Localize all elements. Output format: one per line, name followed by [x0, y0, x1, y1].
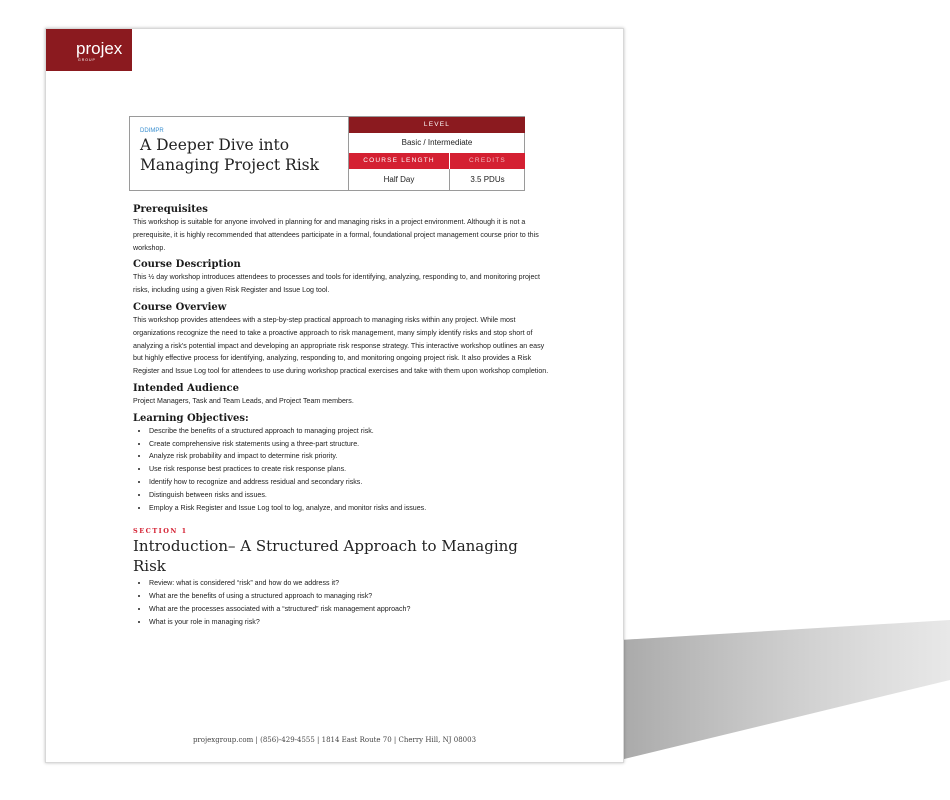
logo-wordmark: projex — [76, 39, 123, 58]
list-item: • What are the benefits of using a structured approach to managing risk? — [149, 590, 553, 603]
course-description-heading: Course Description — [133, 259, 241, 271]
credits-value: 3.5 PDUs — [449, 169, 525, 190]
list-item: • Distinguish between risks and issues. — [149, 489, 553, 502]
course-overview-heading: Course Overview — [133, 301, 227, 313]
logo-subtext: GROUP — [78, 58, 96, 62]
list-item: • What are the processes associated with a “structured” risk management approach? — [149, 603, 553, 616]
prerequisites-heading: Prerequisites — [133, 204, 208, 215]
section-title: Introduction– A Structured Approach to Managing Risk — [133, 537, 518, 576]
projex-logo — [46, 29, 132, 71]
list-item: • Employ a Risk Register and Issue Log tool to log, analyze, and monitor risks and issues. — [149, 502, 553, 515]
course-length-value: Half Day — [383, 175, 415, 184]
level-label: LEVEL — [349, 117, 525, 133]
list-item: • Use risk response best practices to create risk response plans. — [149, 463, 553, 476]
level-value: Basic / Intermediate — [401, 138, 473, 147]
learning-objectives-heading: Learning Objectives: — [133, 412, 249, 424]
section-topics-list — [133, 577, 553, 628]
learning-objectives-list — [133, 425, 553, 515]
list-item: • Describe the benefits of a structured approach to managing project risk. — [149, 425, 553, 438]
page-shadow — [600, 620, 950, 770]
course-title: A Deeper Dive into Managing Project Risk — [140, 136, 320, 174]
course-overview-text: This workshop provides attendees with a step-by-step practical approach to managing risks within any project. While most organizations recognize the need to take a proactive approach to risk management, many simply identify risks and stop short of analyzing a risk's potential impact and developing an appropriate risk response strategy. This interactive workshop outlines an easy but highly effective process for identifying, analyzing, responding to, and monitoring ongoing project risk. It also provides a Risk Register and Issue Log tool for attendees to use during workshop practical exercises and take with them upon workshop completion. — [133, 315, 549, 376]
list-item: • Analyze risk probability and impact to determine risk priority. — [149, 450, 553, 463]
prerequisites-text: This workshop is suitable for anyone involved in planning for and managing risks in a project environment. Although it is not a prerequisite, it is highly recommended that attendees participate in a formal, foundational project management course prior to this workshop. — [133, 218, 539, 252]
list-item: • Identify how to recognize and address residual and secondary risks. — [149, 476, 553, 489]
intended-audience-text: Project Managers, Task and Team Leads, and Project Team members. — [133, 396, 354, 405]
document-page — [45, 28, 624, 763]
list-item: • Create comprehensive risk statements using a three-part structure. — [149, 438, 553, 451]
course-description-text: This ½ day workshop introduces attendees to processes and tools for identifying, analyzing, responding to, and monitoring project risks, including using a given Risk Register and Issue Log tool. — [133, 273, 540, 295]
list-item: • What is your role in managing risk? — [149, 616, 553, 629]
credits-label: CREDITS — [449, 153, 525, 169]
course-content — [133, 203, 553, 629]
course-info-grid — [348, 117, 525, 190]
section-label: SECTION 1 — [133, 527, 188, 536]
course-length-label: COURSE LENGTH — [349, 153, 449, 169]
intended-audience-heading: Intended Audience — [133, 382, 239, 394]
course-code: DDIMPR — [140, 128, 164, 134]
page-footer: projexgroup.com | (856)-429-4555 | 1814 East Route 70 | Cherry Hill, NJ 08003 — [192, 736, 477, 744]
course-header — [129, 116, 525, 191]
list-item: • Review: what is considered “risk” and how do we address it? — [149, 577, 553, 590]
